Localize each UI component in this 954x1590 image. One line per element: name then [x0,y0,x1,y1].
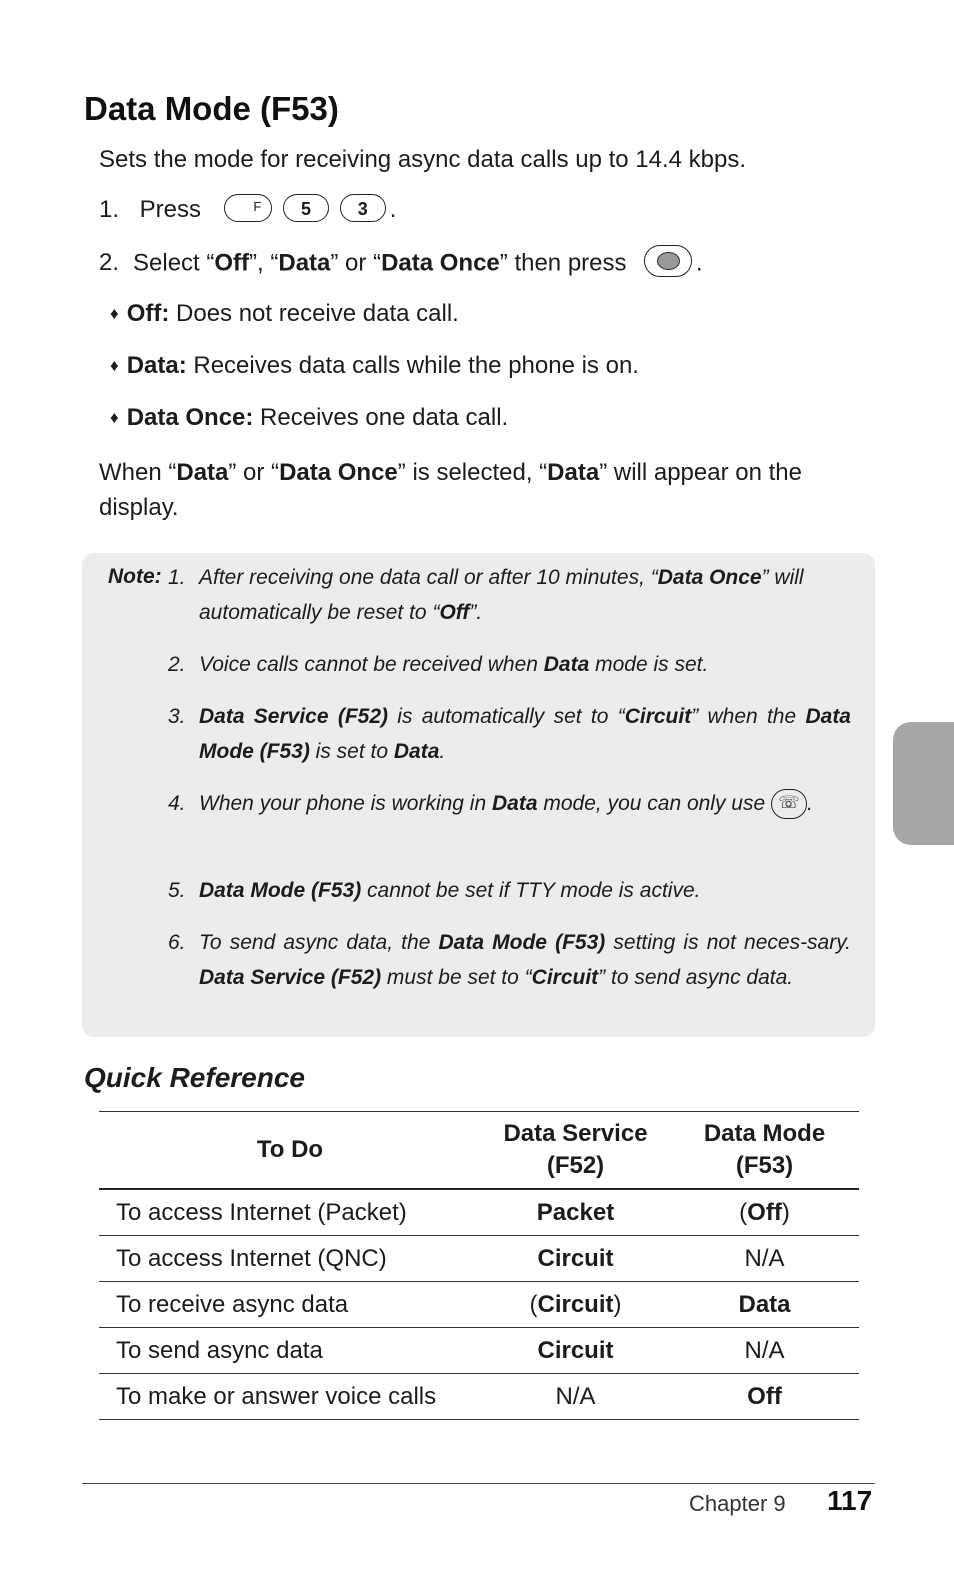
step-1: 1. Press F 5 3 . [99,196,396,225]
page-title: Data Mode (F53) [84,90,339,127]
table-row: To access Internet (QNC) Circuit N/A [99,1236,859,1282]
diamond-icon: ♦ [110,356,119,375]
note-item-6: 6. To send async data, the Data Mode (F53) setting is not neces-sary. Data Service (F52) must be set to “Circuit” to send async data. [168,931,852,989]
table-row: To receive async data (Circuit) Data [99,1282,859,1328]
intro-text: Sets the mode for receiving async data calls up to 14.4 kbps. [99,146,747,173]
note-item-4: 4. When your phone is working in Data mode, you can only use ☏ . [168,786,851,821]
step-number: 1. [99,196,120,223]
step-number: 2. [99,249,120,277]
option-data-once: Data Once [381,249,500,277]
quick-reference-heading: Quick Reference [84,1062,305,1093]
table-row: To send async data Circuit N/A [99,1328,859,1374]
key-3-icon: 3 [340,194,386,222]
quick-reference-table [99,1111,859,1420]
key-5-icon: 5 [283,194,329,222]
table-row: To access Internet (Packet) Packet (Off) [99,1189,859,1236]
note-item-2: 2. Voice calls cannot be received when Data mode is set. [168,653,709,676]
display-note-paragraph: When “Data” or “Data Once” is selected, “Data” will appear on the display. [99,459,802,521]
chapter-thumb-tab [893,722,954,845]
note-label: Note: [108,565,162,588]
diamond-icon: ♦ [110,304,119,323]
phone-key-icon: ☏ [771,789,807,819]
service-cell-circuit-parenthesized: (Circuit) [481,1282,670,1328]
bullet-data: ♦ Data: Receives data calls while the phone is on. [110,352,639,379]
footer-divider [82,1483,875,1484]
table-row: To make or answer voice calls N/A Off [99,1374,859,1420]
header-to-do: To Do [99,1112,481,1190]
step-text: Press [139,196,202,223]
ok-key-icon [644,245,692,277]
mode-cell-off-parenthesized: (Off) [670,1189,859,1236]
function-key-icon: F [224,194,272,222]
bullet-off: ♦ Off: Does not receive data call. [110,300,459,327]
option-off: Off [214,249,250,277]
page-number: 117 [827,1485,873,1516]
note-item-5: 5. Data Mode (F53) cannot be set if TTY mode is active. [168,879,701,902]
option-data: Data [278,249,331,277]
table-header-row [99,1112,859,1190]
note-item-1: 1. After receiving one data call or after 10 minutes, “Data Once” will automatically be reset to “Off”. [168,566,804,624]
header-data-service: Data Service (F52) [481,1112,670,1190]
step-2: 2. Select “Off”, “Data” or “Data Once” then press . [99,248,703,280]
header-data-mode: Data Mode (F53) [670,1112,859,1190]
note-item-3: 3. Data Service (F52) is automatically set to “Circuit” when the Data Mode (F53) is set to Data. [168,705,851,763]
chapter-label: Chapter 9 [689,1491,786,1516]
bullet-data-once: ♦ Data Once: Receives one data call. [110,404,509,431]
diamond-icon: ♦ [110,408,119,427]
